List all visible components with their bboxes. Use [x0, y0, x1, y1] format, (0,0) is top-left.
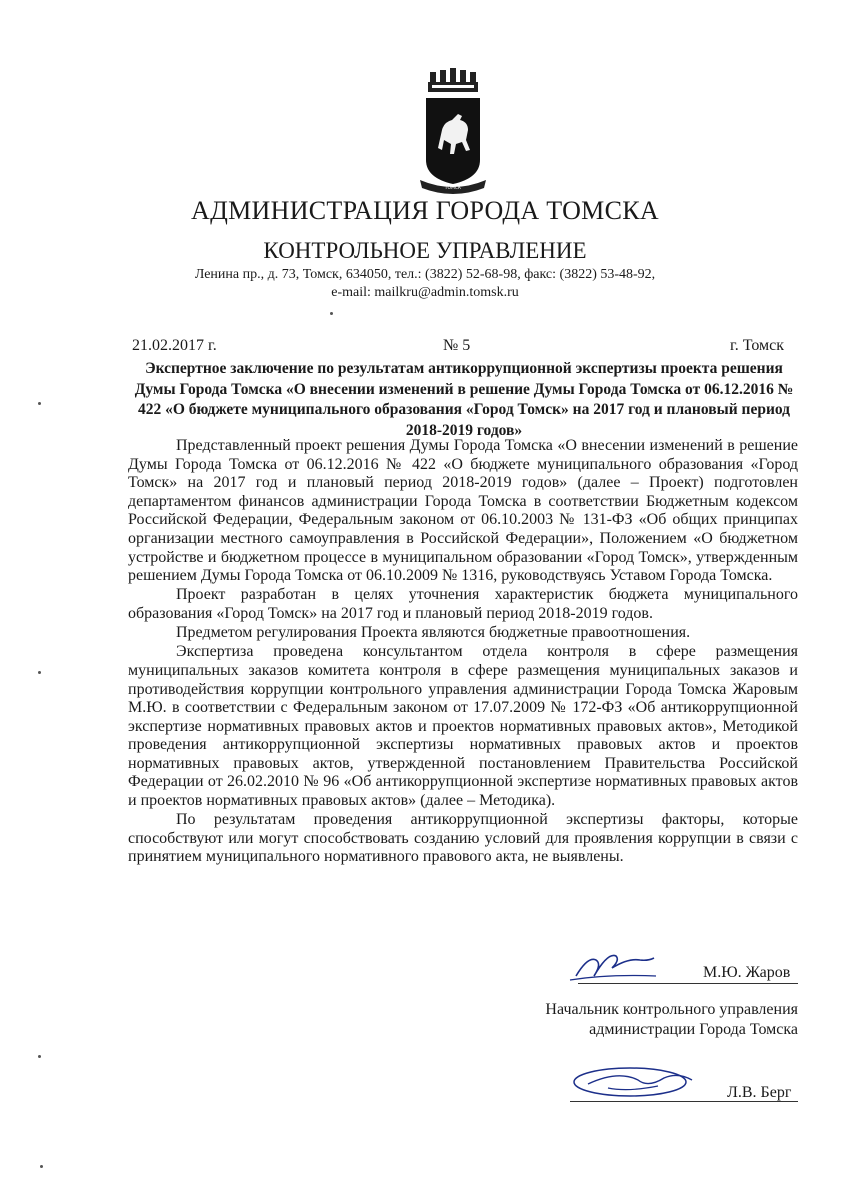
- document-body: [128, 437, 798, 868]
- paragraph: По результатам проведения антикоррупционной экспертизы факторы, которые способствуют или могут способствовать созданию условий для проявления коррупции в связи с принятием муниципального нормативного правового акта, не выявлены.: [128, 811, 798, 866]
- paragraph: Предметом регулирования Проекта являются бюджетные правоотношения.: [176, 624, 691, 642]
- org-name: АДМИНИСТРАЦИЯ ГОРОДА ТОМСКА: [191, 196, 659, 225]
- expert-name: М.Ю. Жаров: [703, 964, 791, 981]
- scan-speck: [38, 402, 41, 405]
- paragraph: Проект разработан в целях уточнения характеристик бюджета муниципального образования «Город Томск» на 2017 год и плановый период 2018-2019 годов.: [128, 586, 798, 622]
- position-line-2: администрации Города Томска: [589, 1021, 798, 1038]
- document-city: г. Томск: [730, 337, 785, 354]
- paragraph: Экспертиза проведена консультантом отдела контроля в сфере размещения муниципальных заказов комитета контроля в сфере размещения муниципальных заказов и противодействия коррупции контрольного управления администрации Города Томска Жаровым М.Ю. в соответствии с Федеральным законом от 17.07.2009 № 172-ФЗ «Об антикоррупционной экспертизе нормативных правовых актов и проектов нормативных правовых актов», Методикой проведения антикоррупционной экспертизы нормативных правовых актов и проектов нормативных правовых актов, утвержденной постановлением Правительства Российской Федерации от 26.02.2010 № 96 «Об антикоррупционной экспертизе нормативных правовых актов и проектов нормативных правовых актов» (далее – Методика).: [128, 643, 798, 810]
- document-date: 21.02.2017 г.: [132, 337, 217, 354]
- scan-speck: [38, 671, 41, 674]
- address-line-2: e-mail: mailkru@admin.tomsk.ru: [331, 285, 519, 300]
- svg-text:ТОМСК: ТОМСК: [444, 186, 462, 191]
- signature-line: [578, 983, 798, 984]
- position-line-1: Начальник контрольного управления: [545, 1001, 798, 1018]
- document-number: № 5: [443, 337, 471, 354]
- tomsk-coat-of-arms-icon: [418, 68, 488, 196]
- signatory-position: [520, 1000, 798, 1040]
- scan-speck: [330, 312, 333, 315]
- head-signature-icon: [568, 1062, 708, 1104]
- address-line-1: Ленина пр., д. 73, Томск, 634050, тел.: (3822) 52-68-98, факс: (3822) 53-48-92,: [194, 267, 656, 282]
- scan-speck: [40, 1165, 43, 1168]
- expert-signature-icon: [568, 946, 658, 986]
- department-name: КОНТРОЛЬНОЕ УПРАВЛЕНИЕ: [263, 238, 587, 263]
- document-title: Экспертное заключение по результатам антикоррупционной экспертизы проекта решения Думы Города Томска «О внесении изменений в решение Думы Города Томска от 06.12.2016 № 422 «О бюджете муниципального образования «Город Томск» на 2017 год и плановый период 2018-2019 годов»: [134, 360, 794, 439]
- head-name: Л.В. Берг: [727, 1084, 792, 1101]
- paragraph: Представленный проект решения Думы Города Томска «О внесении изменений в решение Думы Города Томска от 06.12.2016 № 422 «О бюджете муниципального образования «Город Томск» на 2017 год и плановый период 2018-2019 годов» (далее – Проект) подготовлен департаментом финансов администрации Города Томска в соответствии Бюджетным кодексом Российской Федерации, Федеральным законом от 06.10.2003 № 131-ФЗ «Об общих принципах организации местного самоуправления в Российской Федерации», Положением «О бюджетном устройстве и бюджетном процессе в муниципальном образовании «Город Томск», утвержденным решением Думы Города Томска от 06.10.2009 № 1316, руководствуясь Уставом Города Томска.: [128, 437, 798, 585]
- scan-speck: [38, 1055, 41, 1058]
